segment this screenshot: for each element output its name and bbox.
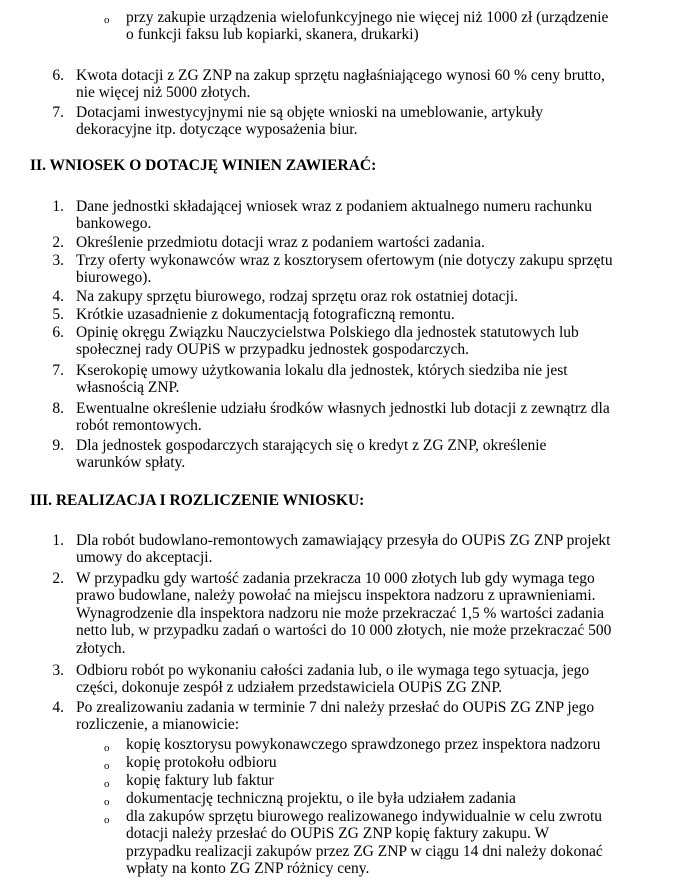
list-item-text [76, 104, 543, 139]
text-line: Kwota dotacji z ZG ZNP na zakup sprzętu nagłaśniającego wynosi 60 % ceny brutto, [76, 67, 605, 84]
list-number: 1. [52, 198, 64, 215]
text-line: złotych. [76, 639, 126, 657]
list-number: 5. [52, 306, 64, 323]
list-number: 7. [52, 362, 64, 379]
text-line: Wynagrodzenie dla inspektora nadzoru nie może przekraczać 1,5 % wartości zadania [76, 604, 604, 622]
list-bullet: o [104, 742, 110, 754]
text-line: dokumentację techniczną projektu, o ile była udziałem zadania [126, 790, 516, 807]
text-line: Dla robót budowlano-remontowych zamawiający przesyła do OUPiS ZG ZNP projekt [76, 532, 611, 549]
list-item-text [76, 662, 589, 697]
text-line: nie więcej niż 5000 złotych. [76, 84, 251, 102]
list-bullet: o [104, 796, 110, 808]
text-line: kopię protokołu odbioru [126, 754, 277, 771]
list-item-text [76, 324, 579, 359]
list-number: 3. [52, 252, 64, 269]
list-number: 3. [52, 662, 64, 679]
bullet-item-text [126, 754, 277, 771]
list-number: 6. [52, 324, 64, 341]
text-line: kopię kosztorysu powykonawczego sprawdzonego przez inspektora nadzoru [126, 736, 601, 753]
text-line: Krótkie uzasadnienie z dokumentacją fotograficzną remontu. [76, 306, 455, 323]
text-line: Dla jednostek gospodarczych starających się o kredyt z ZG ZNP, określenie [76, 437, 547, 454]
list-item-text [76, 198, 592, 233]
text-line: Po zrealizowaniu zadania w terminie 7 dni należy przesłać do OUPiS ZG ZNP jego [76, 699, 595, 716]
text-line: rozliczenie, a mianowicie: [76, 716, 240, 734]
list-item-text [76, 288, 518, 305]
text-line: W przypadku gdy wartość zadania przekracza 10 000 złotych lub gdy wymaga tego [76, 570, 595, 587]
text-line: umowy do akceptacji. [76, 549, 213, 567]
list-item-text [76, 67, 605, 102]
bullet-item-text [126, 772, 274, 789]
text-line: Kserokopię umowy użytkowania lokalu dla jednostek, których siedziba nie jest [76, 362, 568, 379]
text-line: Odbioru robót po wykonaniu całości zadania lub, o ile wymaga tego sytuacja, jego [76, 662, 590, 679]
text-line: Na zakupy sprzętu biurowego, rodzaj sprzętu oraz rok ostatniej dotacji. [76, 288, 519, 305]
text-line: części, dokonuje zespół z udziałem przedstawiciela OUPiS ZG ZNP. [76, 679, 503, 697]
text-line: dla zakupów sprzętu biurowego realizowanego indywidualnie w celu zwrotu [126, 808, 603, 825]
text-line: własnością ZNP. [76, 379, 180, 397]
text-line: o funkcji faksu lub kopiarki, skanera, drukarki) [126, 26, 419, 44]
list-item-text [76, 437, 546, 472]
list-number: 6. [52, 67, 64, 84]
text-line: Ewentualne określenie udziału środków własnych jednostki lub dotacji z zewnątrz dla [76, 400, 610, 417]
list-item-text [76, 699, 594, 734]
list-item-text [76, 400, 610, 435]
text-line: Dotacjami inwestycyjnymi nie są objęte wnioski na umeblowanie, artykuły [76, 104, 544, 121]
section-heading: II. WNIOSEK O DOTACJĘ WINIEN ZAWIERAĆ: [30, 157, 377, 174]
list-item-text [76, 362, 568, 397]
list-item-text [76, 252, 613, 287]
section-heading: III. REALIZACJA I ROZLICZENIE WNIOSKU: [30, 492, 365, 509]
text-line: przypadku realizacji zakupów przez ZG ZNP w ciągu 14 dni należy dokonać [126, 842, 603, 860]
list-item-text [76, 532, 610, 567]
text-line: dekoracyjne itp. dotyczące wyposażenia biur. [76, 121, 358, 139]
text-line: warunków spłaty. [76, 454, 186, 472]
bullet-item-text [126, 808, 603, 878]
list-item-text [76, 570, 611, 657]
text-line: Opinię okręgu Związku Nauczycielstwa Polskiego dla jednostek statutowych lub [76, 324, 579, 341]
list-bullet: o [104, 14, 110, 26]
text-line: kopię faktury lub faktur [126, 772, 274, 789]
list-number: 4. [52, 288, 64, 305]
list-number: 9. [52, 437, 64, 454]
text-line: Określenie przedmiotu dotacji wraz z podaniem wartości zadania. [76, 234, 485, 251]
text-line: Dane jednostki składającej wniosek wraz z podaniem aktualnego numeru rachunku [76, 198, 593, 215]
list-number: 1. [52, 532, 64, 549]
bullet-item-text [126, 9, 608, 44]
text-line: Trzy oferty wykonawców wraz z kosztorysem ofertowym (nie dotyczy zakupu sprzętu [76, 252, 613, 269]
list-bullet: o [104, 760, 110, 772]
text-line: wpłaty na konto ZG ZNP różnicy ceny. [126, 860, 370, 878]
bullet-item-text [126, 736, 600, 753]
list-number: 7. [52, 104, 64, 121]
text-line: dotacji należy przesłać do OUPiS ZG ZNP kopię faktury zakupu. W [126, 825, 550, 843]
list-item-text [76, 306, 455, 323]
text-line: prawo budowlane, należy powołać na miejscu inspektora nadzoru z uprawnieniami. [76, 587, 596, 605]
text-line: społecznej rady OUPiS w przypadku jednostek gospodarczych. [76, 341, 469, 359]
list-bullet: o [104, 778, 110, 790]
text-line: robót remontowych. [76, 417, 202, 435]
list-number: 2. [52, 570, 64, 587]
list-bullet: o [104, 814, 110, 826]
bullet-item-text [126, 790, 516, 807]
text-line: netto lub, w przypadku zadań o wartości do 10 000 złotych, nie może przekraczać 500 [76, 622, 612, 640]
list-number: 4. [52, 699, 64, 716]
text-line: przy zakupie urządzenia wielofunkcyjnego nie więcej niż 1000 zł (urządzenie [126, 9, 609, 26]
list-number: 8. [52, 400, 64, 417]
list-number: 2. [52, 234, 64, 251]
text-line: biurowego). [76, 269, 152, 287]
list-item-text [76, 234, 485, 251]
text-line: bankowego. [76, 215, 152, 233]
